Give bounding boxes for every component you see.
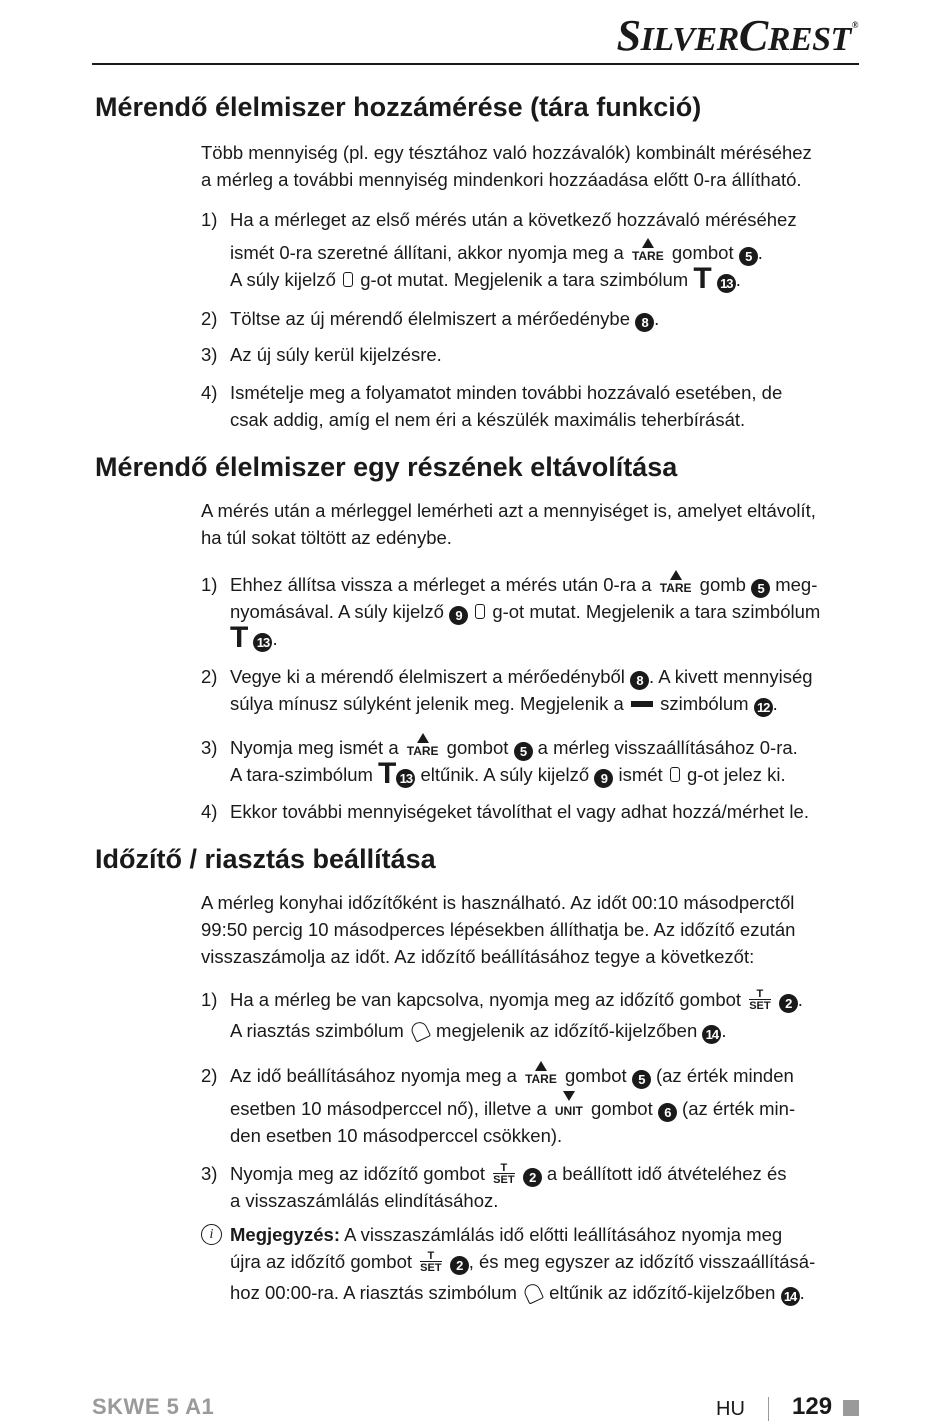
list-item: 3) Nyomja meg ismét a TARE gombot 5 a mérleg visszaállításához 0-ra. A tara-szimbólum T 13 eltűnik. A súly kijelző 9 ismét g-ot jelez ki. — [201, 734, 861, 788]
list-item: 4) Ismételje meg a folyamatot minden további hozzávaló esetében, de csak addig, amíg el nem éri a készülék maximális teherbírását. — [201, 382, 783, 430]
list-item: 4) Ekkor további mennyiségeket távolíthat el vagy adhat hozzá/mérhet le. — [201, 801, 809, 822]
brand-logo: SILVERCREST® — [616, 11, 858, 60]
section-intro-remove: A mérés után a mérleggel lemérheti azt a mennyiséget is, amelyet eltávolít, ha túl sokat töltött az edénybe. — [201, 500, 816, 548]
info-icon: i — [201, 1224, 222, 1245]
ref-badge: 5 — [751, 579, 770, 598]
tare-button-icon: TARE — [657, 582, 695, 594]
alarm-bell-icon — [522, 1281, 544, 1304]
section-title-timer: Időzítő / riasztás beállítása — [95, 844, 436, 874]
ref-badge: 13 — [396, 769, 415, 788]
tare-symbol-icon: T — [230, 621, 249, 654]
section-intro-tare: Több mennyiség (pl. egy tésztához való hozzávalók) kombinált méréséhez a mérleg a további mennyiség mindenkori hozzáadása előtt 0-ra állítható. — [201, 142, 812, 190]
ref-badge: 14 — [781, 1287, 800, 1306]
ref-badge: 5 — [514, 742, 533, 761]
ref-badge: 14 — [702, 1025, 721, 1044]
tare-button-icon: TARE — [404, 745, 442, 757]
note-label: Megjegyzés: — [230, 1224, 341, 1245]
ref-badge: 5 — [739, 247, 758, 266]
zero-digit-icon — [343, 272, 353, 287]
tare-button-icon: TARE — [522, 1073, 560, 1085]
list-item: 2) Az idő beállításához nyomja meg a TARE gombot 5 (az érték minden esetben 10 másodperccel nő), illetve a UNIT gombot 6 (az érték min- den esetben 10 másodperccel csökken). — [201, 1062, 861, 1149]
ref-badge: 9 — [594, 769, 613, 788]
ref-badge: 13 — [717, 274, 736, 293]
ref-badge: 8 — [630, 671, 649, 690]
list-item: 1) Ha a mérleg be van kapcsolva, nyomja meg az időzítő gombot T SET 2 . A riasztás szimbólum megjelenik az időzítő-kijelzőben 14 . — [201, 988, 803, 1042]
tare-symbol-icon: T — [378, 757, 397, 790]
ref-badge: 2 — [523, 1168, 542, 1187]
list-item: 1) Ha a mérleget az első mérés után a következő hozzávaló méréséhez ismét 0-ra szeretné állítani, akkor nyomja meg a TARE gombot 5 . A súly kijelző g-ot mutat. Megjelenik a tara szimbólum T 13 . — [201, 209, 797, 295]
ref-badge: 12 — [754, 698, 773, 717]
timer-set-button-icon: T SET — [749, 988, 771, 1012]
section-title-remove: Mérendő élelmiszer egy részének eltávolítása — [95, 452, 678, 482]
footer-square-icon — [843, 1400, 859, 1416]
footer-language: HU — [716, 1398, 745, 1420]
ref-badge: 2 — [450, 1256, 469, 1275]
unit-button-icon: UNIT — [552, 1105, 586, 1117]
note-block: i Megjegyzés: A visszaszámlálás idő előtti leállításához nyomja meg újra az időzítő gombot T SET 2 , és meg egyszer az időzítő visszaállításá- hoz 00:00-ra. A riasztás szimbólum eltűnik az időzítő-kijelzőben 14 . — [201, 1221, 861, 1306]
list-item: 2) Vegye ki a mérendő élelmiszert a mérőedényből 8 . A kivett mennyiség súlya mínusz súlyként jelenik meg. Megjelenik a szimbólum 12 . — [201, 666, 813, 715]
tare-button-icon: TARE — [629, 250, 667, 262]
zero-digit-icon — [670, 767, 680, 782]
ref-badge: 9 — [449, 606, 468, 625]
ref-badge: 5 — [632, 1070, 651, 1089]
list-item: 3) Nyomja meg az időzítő gombot T SET 2 a beállított idő átvételéhez és a visszaszámlálás elindításához. — [201, 1162, 787, 1211]
ref-badge: 2 — [779, 994, 798, 1013]
alarm-bell-icon — [409, 1019, 431, 1042]
ref-badge: 6 — [658, 1103, 677, 1122]
tare-symbol-icon: T — [693, 262, 712, 295]
header-rule — [92, 63, 859, 65]
timer-set-button-icon: T SET — [420, 1250, 442, 1274]
timer-set-button-icon: T SET — [493, 1162, 515, 1186]
page-number: 129 — [792, 1393, 833, 1420]
list-item: 3) Az új súly kerül kijelzésre. — [201, 344, 442, 365]
footer-separator — [768, 1397, 769, 1421]
list-item: 2) Töltse az új mérendő élelmiszert a mérőedénybe 8 . — [201, 308, 660, 330]
zero-digit-icon — [475, 604, 485, 619]
footer-model: SKWE 5 A1 — [92, 1394, 215, 1419]
ref-badge: 13 — [253, 633, 272, 652]
minus-symbol-icon — [631, 701, 653, 707]
ref-badge: 8 — [635, 313, 654, 332]
list-item: 1) Ehhez állítsa vissza a mérleget a mérés után 0-ra a TARE gomb 5 meg- nyomásával. A súly kijelző 9 g-ot mutat. Megjelenik a tara szimbólum T 13 . — [201, 571, 861, 652]
section-intro-timer: A mérleg konyhai időzítőként is használható. Az időt 00:10 másodperctől 99:50 percig 10 másodperces lépésekben állíthatja be. Az időzítő ezután visszaszámolja az időt. Az időzítő beállításához tegye a következőt: — [201, 892, 796, 967]
section-title-tare: Mérendő élelmiszer hozzámérése (tára funkció) — [95, 92, 702, 122]
